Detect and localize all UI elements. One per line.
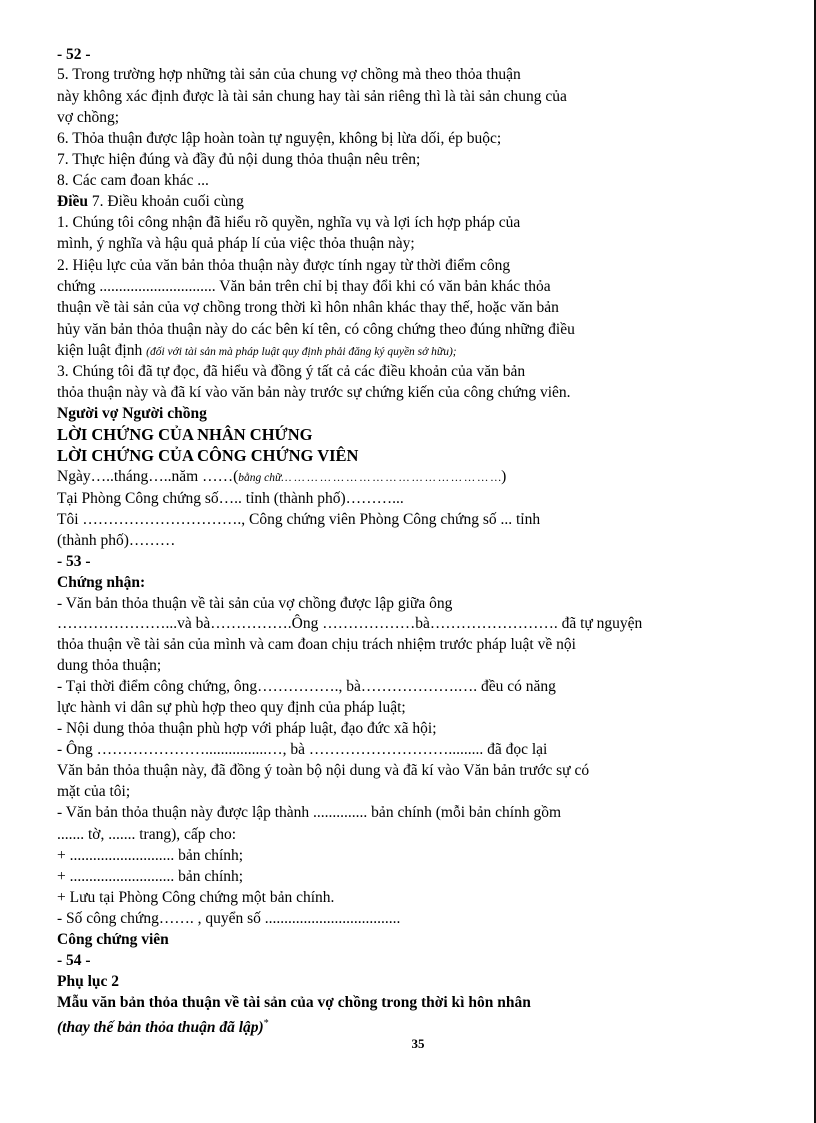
document-line [57, 383, 571, 403]
document-line [57, 510, 540, 530]
document-line [57, 531, 175, 551]
document-line [57, 698, 406, 718]
page-number: 35 [411, 1036, 425, 1051]
document-line [57, 341, 457, 362]
document-line [57, 234, 415, 254]
line-text: Mẫu văn bản thỏa thuận về tài sản của vợ chồng trong thời kì hôn nhân [57, 994, 531, 1011]
line-text: Phụ lục 2 [57, 973, 120, 990]
line-text: 8. Các cam đoan khác ... [57, 172, 209, 189]
document-line [57, 129, 501, 149]
line-text: 7. Điều khoản cuối cùng [88, 193, 244, 210]
line-text: chứng .............................. Văn bản trên chỉ bị thay đổi khi có văn bản khác thỏa [57, 278, 551, 295]
document-line [57, 108, 119, 128]
document-line [57, 993, 531, 1013]
line-text: Công chứng viên [57, 931, 169, 948]
line-text: mặt của tôi; [57, 783, 131, 800]
document-line [57, 656, 161, 676]
line-text: + ........................... bản chính; [57, 847, 244, 864]
document-line [57, 909, 400, 929]
line-text: (thành phố)……… [57, 532, 176, 549]
document-line [57, 362, 525, 382]
line-bold-lead: Điều [57, 193, 88, 210]
document-line [57, 467, 506, 488]
document-line [57, 65, 521, 85]
line-text: ....... tờ, ....... trang), cấp cho: [57, 826, 237, 843]
line-text: (thay thế bản thỏa thuận đã lập) [57, 1019, 264, 1037]
document-line [57, 888, 334, 908]
document-line [57, 719, 437, 739]
document-line [57, 803, 561, 823]
document-line [57, 45, 91, 65]
line-text: 6. Thỏa thuận được lập hoàn toàn tự nguyện, không bị lừa dối, ép buộc; [57, 130, 502, 147]
line-text: 3. Chúng tôi đã tự đọc, đã hiểu và đồng ý tất cả các điều khoản của văn bản [57, 363, 526, 380]
line-text: 5. Trong trường hợp những tài sản của chung vợ chồng mà theo thỏa thuận [57, 66, 521, 83]
line-text: LỜI CHỨNG CỦA CÔNG CHỨNG VIÊN [57, 446, 359, 465]
line-text: - 53 - [57, 553, 91, 570]
line-text: vợ chồng; [57, 109, 120, 126]
document-line [57, 782, 130, 802]
document-line [57, 614, 642, 634]
line-text: …………………...và bà…………….Ông ………………bà……………………. đã tự nguyện [57, 615, 643, 632]
document-line [57, 446, 358, 466]
document-line [57, 404, 207, 424]
line-text: 2. Hiệu lực của văn bản thỏa thuận này được tính ngay từ thời điểm công [57, 257, 511, 274]
document-line [57, 298, 559, 318]
line-italic-note: bằng chữ… … … … … … … … … … … … … … … … … [238, 472, 502, 484]
line-text: LỜI CHỨNG CỦA NHÂN CHỨNG [57, 425, 313, 444]
line-text: hủy văn bản thỏa thuận này do các bên kí tên, có công chứng theo đúng những điều [57, 321, 575, 338]
line-text: Chứng nhận: [57, 574, 146, 591]
document-line [57, 825, 236, 845]
line-text: thỏa thuận này và đã kí vào văn bản này trước sự chứng kiến của công chứng viên. [57, 384, 571, 401]
document-line [57, 573, 145, 593]
line-text: - 52 - [57, 46, 91, 63]
line-text: + ........................... bản chính; [57, 868, 244, 885]
document-line [57, 972, 119, 992]
line-text: - Văn bản thỏa thuận về tài sản của vợ chồng được lập giữa ông [57, 595, 453, 612]
line-text: dung thỏa thuận; [57, 657, 162, 674]
line-text: - Tại thời điểm công chứng, ông……………., bà……………….…. đều có năng [57, 678, 556, 695]
document-line [57, 635, 576, 655]
document-line [57, 930, 169, 950]
document-line [57, 552, 91, 572]
line-text: kiện luật định [57, 342, 147, 359]
document-line [57, 867, 243, 887]
document-line [57, 150, 420, 170]
line-text: Tôi …………………………., Công chứng viên Phòng Công chứng số ... tỉnh [57, 511, 541, 528]
line-text: - Văn bản thỏa thuận này được lập thành .............. bản chính (mỗi bản chính gồm [57, 804, 562, 821]
document-line [57, 489, 404, 509]
line-text: Văn bản thỏa thuận này, đã đồng ý toàn bộ nội dung và đã kí vào Văn bản trước sự có [57, 762, 590, 779]
line-text: Ngày…..tháng…..năm ……( [57, 468, 239, 485]
document-line [57, 192, 244, 212]
document-line [57, 87, 567, 107]
line-text: thỏa thuận về tài sản của mình và cam đoan chịu trách nhiệm trước pháp luật về nội [57, 636, 576, 653]
line-tail: ) [501, 468, 507, 485]
line-text: 7. Thực hiện đúng và đầy đủ nội dung thỏa thuận nêu trên; [57, 151, 421, 168]
line-text: lực hành vi dân sự phù hợp theo quy định của pháp luật; [57, 699, 406, 716]
line-italic-note: (đối với tài sản mà pháp luật quy định phải đăng ký quyền sở hữu); [146, 346, 457, 358]
document-line [57, 277, 551, 297]
document-line [57, 1014, 269, 1038]
line-text: này không xác định được là tài sản chung hay tài sản riêng thì là tài sản chung của [57, 88, 567, 105]
document-line [57, 171, 209, 191]
line-tail: * [263, 1018, 269, 1029]
line-text: - Nội dung thỏa thuận phù hợp với pháp luật, đạo đức xã hội; [57, 720, 437, 737]
document-line [57, 594, 452, 614]
document-line [57, 425, 312, 445]
line-text: - Ông …………………................…, bà ………………………......... đã đọc lại [57, 741, 548, 758]
line-text: - 54 - [57, 952, 91, 969]
document-line [57, 761, 589, 781]
line-text: mình, ý nghĩa và hậu quả pháp lí của việc thỏa thuận này; [57, 235, 415, 252]
line-text: Người vợ Người chồng [57, 405, 207, 422]
document-line [57, 213, 520, 233]
document-line [57, 951, 91, 971]
document-line [57, 740, 547, 760]
line-text: thuận về tài sản của vợ chồng trong thời kì hôn nhân khác thay thế, hoặc văn bản [57, 299, 559, 316]
line-text: + Lưu tại Phòng Công chứng một bản chính. [57, 889, 335, 906]
line-text: Tại Phòng Công chứng số….. tỉnh (thành phố)………... [57, 490, 404, 507]
document-line [57, 677, 556, 697]
document-line [57, 320, 575, 340]
document-line [57, 256, 510, 276]
line-text: 1. Chúng tôi công nhận đã hiểu rõ quyền, nghĩa vụ và lợi ích hợp pháp của [57, 214, 521, 231]
line-text: - Số công chứng……. , quyển số ................................... [57, 910, 401, 927]
document-line [57, 846, 243, 866]
